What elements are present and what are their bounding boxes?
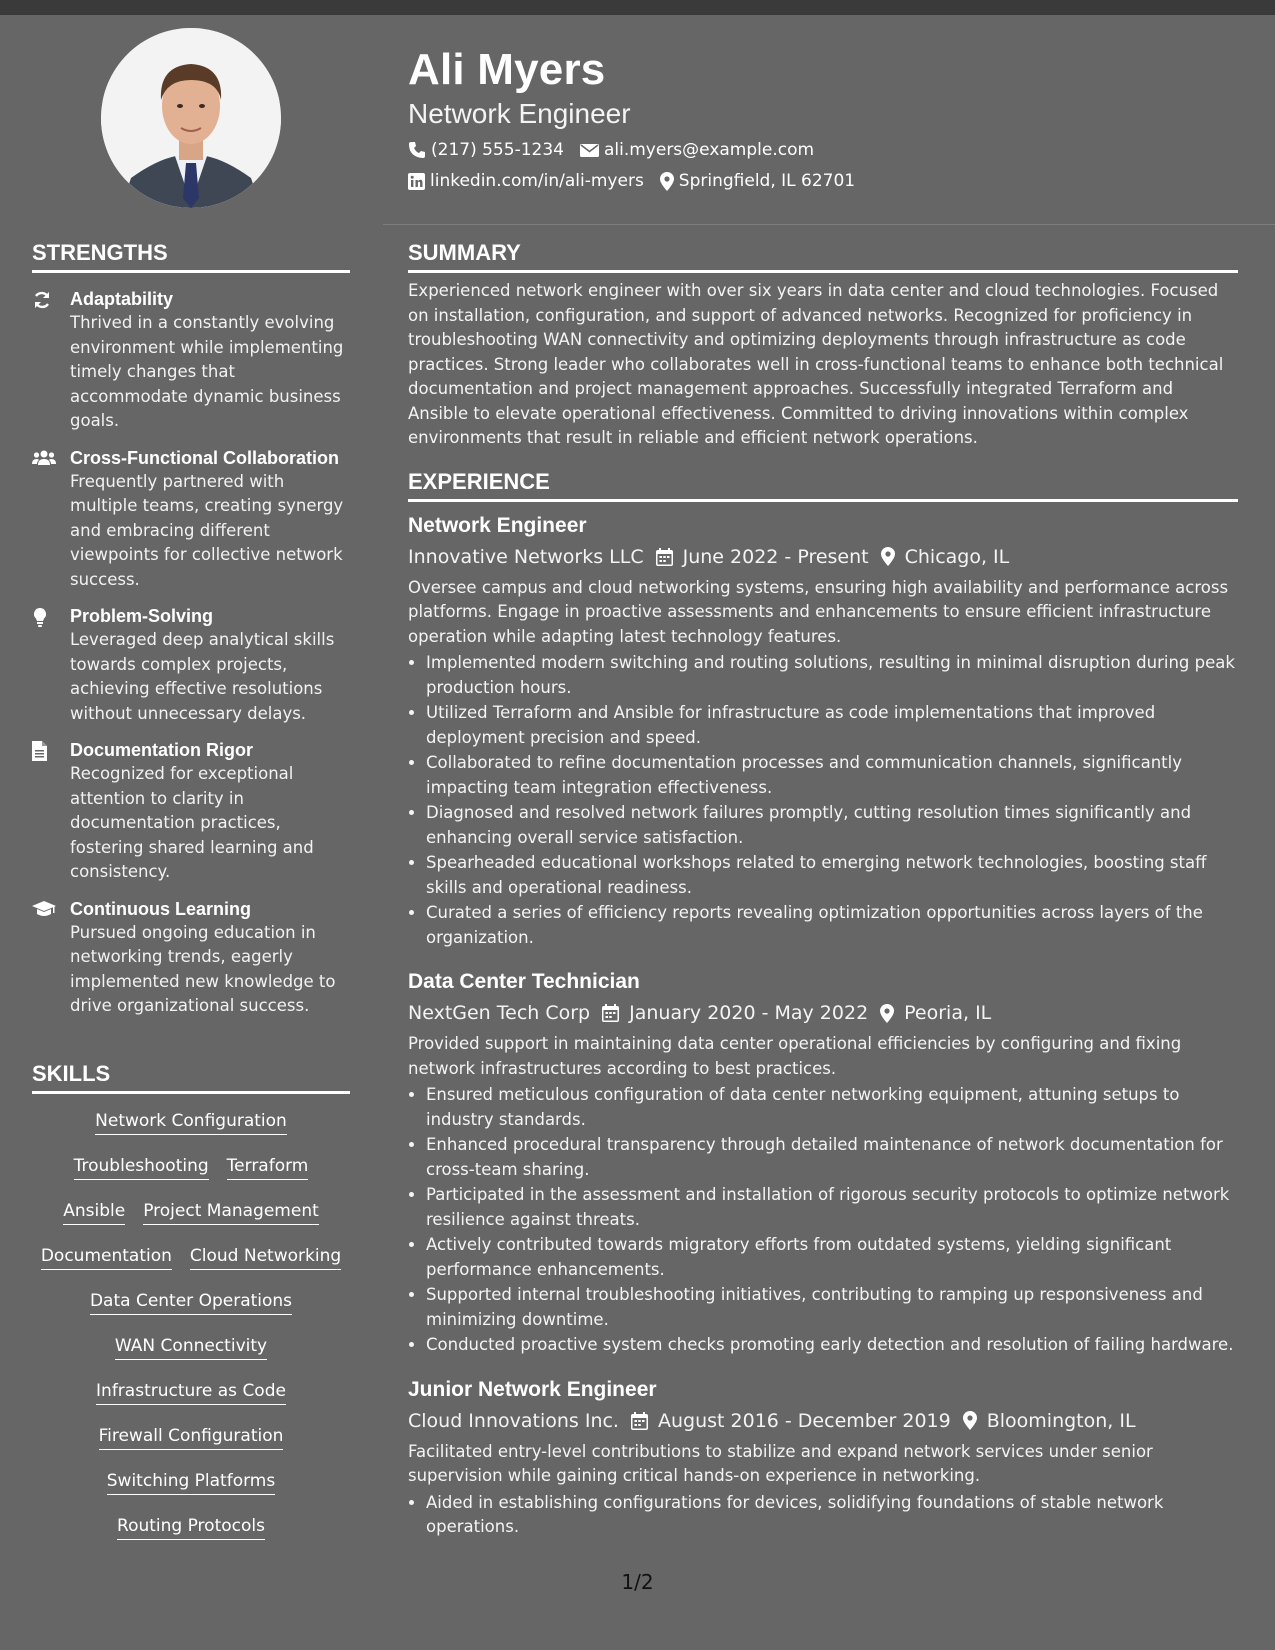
job-company: NextGen Tech Corp [408, 1002, 591, 1024]
job-bullet: • Conducted proactive system checks promoting early detection and resolution of failing hardware. [426, 1333, 1238, 1358]
summary-heading: SUMMARY [408, 240, 1238, 273]
job-bullet: • Utilized Terraform and Ansible for infrastructure as code implementations that improved deployment precision and speed. [426, 701, 1238, 750]
job-meta [408, 1406, 1238, 1436]
strength-title: Adaptability [70, 289, 174, 309]
graduation-cap-icon [32, 897, 70, 1019]
strength-description: Pursued ongoing education in networking trends, eagerly implemented new knowledge to drive organizational success. [70, 922, 336, 1015]
strength-item [32, 897, 350, 1019]
email-contact[interactable] [580, 138, 814, 162]
job-meta [408, 998, 1238, 1028]
skill-row [32, 1380, 350, 1405]
header [408, 44, 1258, 193]
location-text: Springfield, IL 62701 [678, 171, 856, 191]
sync-icon [32, 287, 70, 434]
strengths-section [32, 240, 350, 1019]
calendar-icon [602, 1004, 619, 1022]
skill-tag: Firewall Configuration [99, 1425, 284, 1450]
strength-title: Cross-Functional Collaboration [70, 447, 340, 468]
map-pin-icon [880, 1004, 894, 1023]
job-bullet: • Participated in the assessment and installation of rigorous security protocols to optimize network resilience against threats. [426, 1183, 1238, 1232]
skill-row [32, 1245, 350, 1270]
strength-description: Frequently partnered with multiple teams, creating synergy and embracing different viewpoints for collective network success. [70, 471, 344, 589]
job-dates: August 2016 - December 2019 [657, 1409, 951, 1432]
candidate-name: Ali Myers [408, 45, 606, 94]
skill-row [32, 1335, 350, 1360]
job-bullet: • Actively contributed towards migratory efforts from outdated systems, yielding significant performance enhancements. [426, 1233, 1238, 1282]
page-number: 1/2 [621, 1570, 654, 1594]
job-meta [408, 542, 1238, 572]
avatar [101, 28, 281, 208]
skills-heading: SKILLS [32, 1061, 350, 1094]
skill-row [32, 1110, 350, 1135]
job-location: Chicago, IL [904, 545, 1010, 568]
linkedin-text: linkedin.com/in/ali-myers [430, 171, 644, 191]
skill-tag: Troubleshooting [74, 1155, 209, 1180]
strength-description: Recognized for exceptional attention to clarity in documentation practices, fostering shared learning and consistency. [70, 764, 314, 881]
job-bullet: • Supported internal troubleshooting initiatives, contributing to ramping up responsiveness and minimizing downtime. [426, 1283, 1238, 1332]
lightbulb-icon [32, 604, 70, 726]
skill-row [32, 1155, 350, 1180]
strength-item [32, 446, 350, 593]
header-divider [383, 224, 1275, 225]
email-text: ali.myers@example.com [603, 140, 815, 160]
skill-tag: Terraform [227, 1155, 309, 1180]
job-bullet: • Curated a series of efficiency reports revealing optimization opportunities across layers of the organization. [426, 901, 1238, 950]
strength-title: Continuous Learning [70, 898, 251, 919]
job-location: Peoria, IL [904, 1002, 992, 1024]
job-title: Junior Network Engineer [408, 1377, 657, 1401]
linkedin-contact[interactable] [408, 169, 644, 193]
job-bullet: • Implemented modern switching and routing solutions, resulting in minimal disruption during peak production hours. [426, 651, 1238, 700]
job-bullet: • Collaborated to refine documentation processes and communication channels, significantly impacting team integration effectiveness. [426, 751, 1238, 800]
skill-tag: Switching Platforms [107, 1470, 275, 1495]
map-pin-icon [881, 547, 895, 566]
phone-icon [408, 141, 426, 159]
skill-row [32, 1470, 350, 1495]
skill-tag: Ansible [63, 1200, 125, 1225]
strength-title: Problem-Solving [70, 606, 214, 626]
skill-tag: Network Configuration [95, 1110, 287, 1135]
job-bullets [408, 1491, 1238, 1540]
contact-row [408, 169, 1258, 193]
skill-tag: WAN Connectivity [115, 1335, 267, 1360]
sidebar [0, 15, 383, 1650]
document-icon [32, 738, 70, 885]
skill-row [32, 1425, 350, 1450]
skill-tag: Project Management [143, 1200, 319, 1225]
skill-tag: Routing Protocols [117, 1515, 265, 1540]
skill-tag: Data Center Operations [90, 1290, 292, 1315]
users-icon [32, 446, 70, 593]
phone-text: (217) 555-1234 [431, 140, 564, 160]
job-bullet: • Diagnosed and resolved network failures promptly, cutting resolution times significantly and enhancing overall service satisfaction. [426, 801, 1238, 850]
strength-item [32, 604, 350, 726]
strength-description: Leveraged deep analytical skills towards complex projects, achieving effective resolutions without unnecessary delays. [70, 630, 335, 723]
strengths-heading: STRENGTHS [32, 240, 350, 273]
job-bullets [408, 1083, 1238, 1358]
experience-heading: EXPERIENCE [408, 469, 1238, 502]
job-bullets [408, 651, 1238, 950]
phone-contact [408, 138, 564, 162]
contact-row [408, 138, 1258, 162]
job-entry [408, 512, 1238, 951]
skills-section [32, 1061, 350, 1540]
main-content [408, 240, 1238, 1541]
strength-item [32, 738, 350, 885]
skill-row [32, 1290, 350, 1315]
job-description: Provided support in maintaining data center operational efficiencies by configuring and fixing network infrastructures according to best practices. [408, 1034, 1182, 1078]
job-description: Facilitated entry-level contributions to stabilize and expand network services under senior supervision while gaining critical hands-on experience in networking. [408, 1441, 1153, 1485]
candidate-role: Network Engineer [408, 98, 631, 129]
skill-tag: Cloud Networking [190, 1245, 341, 1270]
strength-description: Thrived in a constantly evolving environment while implementing timely changes that accommodate dynamic business goals. [70, 313, 344, 430]
job-dates: June 2022 - Present [682, 545, 869, 568]
location-contact [660, 169, 855, 193]
calendar-icon [631, 1412, 648, 1430]
envelope-icon [580, 143, 599, 158]
job-dates: January 2020 - May 2022 [629, 1002, 869, 1024]
strength-title: Documentation Rigor [70, 740, 253, 760]
map-pin-icon [963, 1411, 977, 1430]
job-bullet: • Spearheaded educational workshops related to emerging network technologies, boosting staff skills and operational readiness. [426, 851, 1238, 900]
job-company: Innovative Networks LLC [408, 545, 644, 568]
job-title: Network Engineer [408, 513, 587, 537]
linkedin-icon [408, 173, 425, 190]
job-entry [408, 968, 1238, 1358]
skill-row [32, 1515, 350, 1540]
top-bar [0, 0, 1275, 15]
map-pin-icon [660, 172, 674, 191]
job-description: Oversee campus and cloud networking systems, ensuring high availability and performance across platforms. Engage in proactive assessments and enhancements to ensure efficient infrastructure operation while adapting latest technology features. [408, 577, 1229, 646]
job-bullet: • Aided in establishing configurations for devices, solidifying foundations of stable network operations. [426, 1491, 1238, 1540]
strength-item [32, 287, 350, 434]
job-bullet: • Enhanced procedural transparency through detailed maintenance of network documentation for cross-team sharing. [426, 1133, 1238, 1182]
job-title: Data Center Technician [408, 970, 640, 993]
calendar-icon [656, 548, 673, 566]
job-company: Cloud Innovations Inc. [408, 1409, 619, 1432]
job-bullet: • Ensured meticulous configuration of data center networking equipment, attuning setups to industry standards. [426, 1083, 1238, 1132]
skill-tag: Infrastructure as Code [96, 1380, 286, 1405]
skill-row [32, 1200, 350, 1225]
skill-tag: Documentation [41, 1245, 172, 1270]
profile-photo [101, 28, 281, 208]
job-entry [408, 1376, 1238, 1540]
summary-text: Experienced network engineer with over six years in data center and cloud technologies. Focused on installation, configuration, and support of advanced networks. Recognized for proficiency in troubleshooting WAN connectivity and optimizing deployments through infrastructure as code practices. Strong leader who collaborates well in cross-functional teams to enhance both technical documentation and project management approaches. Successfully integrated Terraform and Ansible to elevate operational effectiveness. Committed to driving innovations within complex environments that result in reliable and efficient network operations. [408, 281, 1224, 447]
job-location: Bloomington, IL [986, 1409, 1136, 1432]
